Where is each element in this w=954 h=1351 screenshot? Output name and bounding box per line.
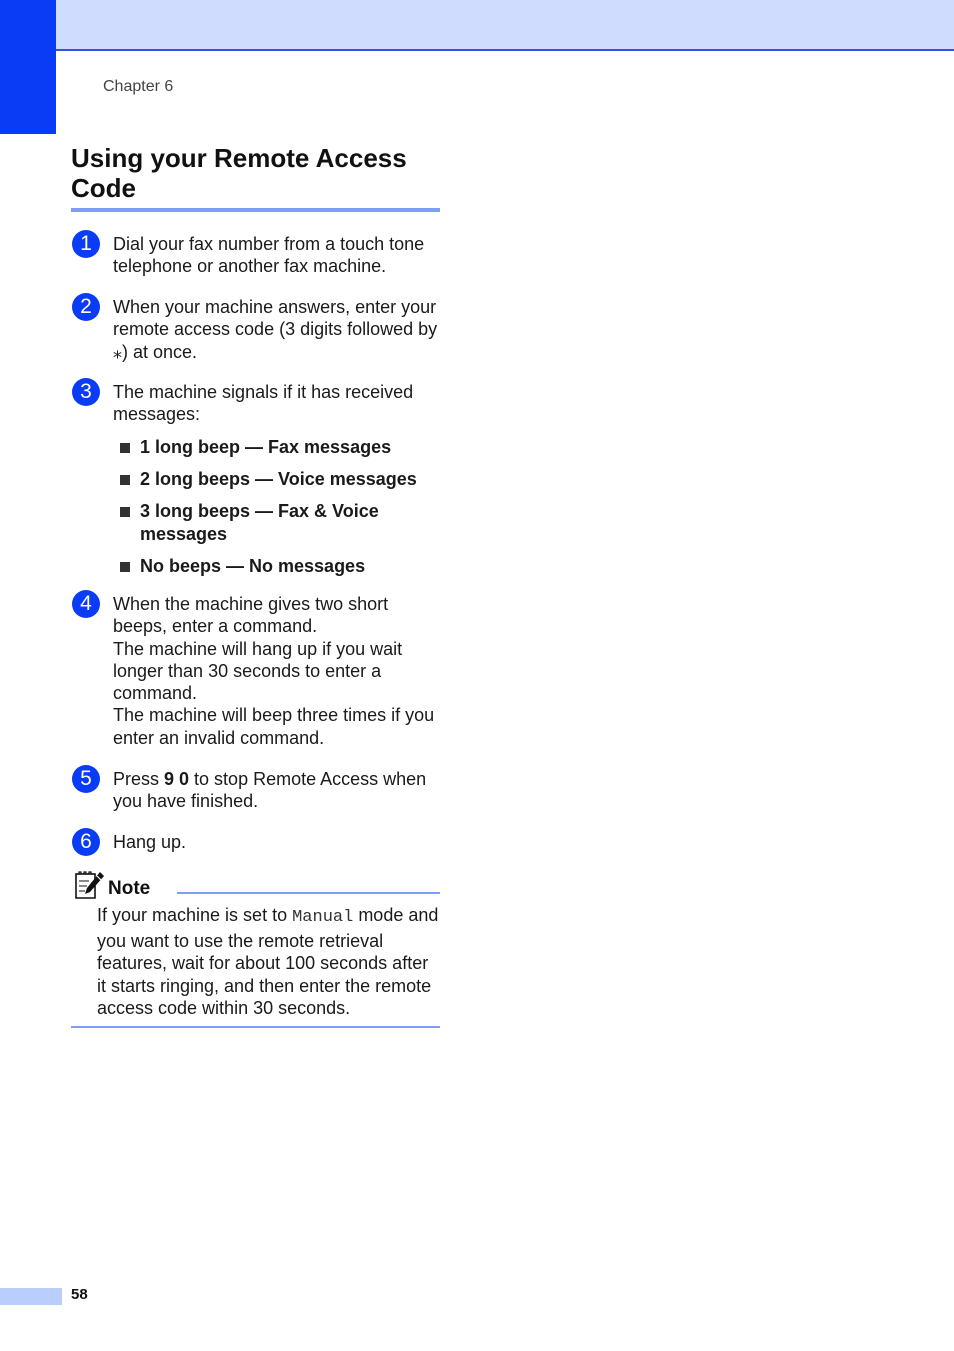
step-text bbox=[113, 590, 442, 749]
list-item: No beeps — No messages bbox=[120, 555, 442, 578]
step-number: 5 bbox=[72, 765, 100, 793]
key-sequence: 9 0 bbox=[164, 769, 190, 789]
step-text: Hang up. bbox=[113, 832, 187, 852]
step-1 bbox=[72, 230, 442, 278]
step-number: 3 bbox=[72, 378, 100, 406]
step-text bbox=[113, 765, 442, 813]
step-3 bbox=[72, 378, 442, 587]
step-text: The machine signals if it has received messages: bbox=[113, 382, 414, 425]
step-line: When the machine gives two short beeps, enter a command. bbox=[113, 594, 389, 637]
step-number: 6 bbox=[72, 828, 100, 856]
note-pencil-icon bbox=[73, 869, 105, 901]
step-text-part: to stop Remote Access when you have finished. bbox=[113, 769, 427, 812]
note-title: Note bbox=[108, 878, 151, 899]
bullet-square-icon bbox=[120, 507, 130, 517]
bullet-square-icon bbox=[120, 562, 130, 572]
note-header bbox=[73, 869, 441, 901]
note-bottom-divider bbox=[71, 1026, 440, 1028]
step-text bbox=[113, 293, 442, 363]
list-item: 2 long beeps — Voice messages bbox=[120, 468, 442, 491]
step-line: The machine will beep three times if you enter an invalid command. bbox=[113, 705, 435, 748]
step-number: 2 bbox=[72, 293, 100, 321]
star-key-symbol: ⁎ bbox=[113, 341, 122, 362]
beep-signal-list bbox=[120, 436, 442, 578]
step-line: The machine will hang up if you wait longer than 30 seconds to enter a command. bbox=[113, 638, 403, 704]
step-text-part: Press bbox=[113, 769, 165, 789]
step-number: 4 bbox=[72, 590, 100, 618]
step-text-part: ) at once. bbox=[122, 341, 198, 362]
list-item: 1 long beep — Fax messages bbox=[120, 436, 442, 459]
step-6 bbox=[72, 828, 442, 853]
note-divider bbox=[177, 892, 440, 894]
footer-tab bbox=[0, 1288, 62, 1305]
note-text-part: mode and you want to use the remote retrieval features, wait for about 100 seconds after it starts ringing, and then enter the remote access code within 30 seconds. bbox=[97, 905, 439, 1019]
note-text-part: If your machine is set to bbox=[97, 905, 293, 925]
step-number: 1 bbox=[72, 230, 100, 258]
note-body bbox=[97, 904, 442, 1020]
bullet-square-icon bbox=[120, 443, 130, 453]
chapter-tab bbox=[0, 0, 56, 134]
step-2 bbox=[72, 293, 442, 363]
step-text: Dial your fax number from a touch tone telephone or another fax machine. bbox=[113, 234, 425, 277]
mode-setting: Manual bbox=[292, 908, 354, 927]
step-text-part: When your machine answers, enter your remote access code (3 digits followed by bbox=[113, 297, 438, 340]
step-4 bbox=[72, 590, 442, 749]
chapter-label: Chapter 6 bbox=[103, 78, 174, 95]
title-divider bbox=[71, 208, 440, 212]
bullet-square-icon bbox=[120, 475, 130, 485]
page-title: Using your Remote Access Code bbox=[71, 143, 407, 203]
header-band bbox=[56, 0, 954, 51]
step-5 bbox=[72, 765, 442, 813]
page-number: 58 bbox=[71, 1286, 88, 1303]
list-item: 3 long beeps — Fax & Voice messages bbox=[120, 500, 442, 546]
